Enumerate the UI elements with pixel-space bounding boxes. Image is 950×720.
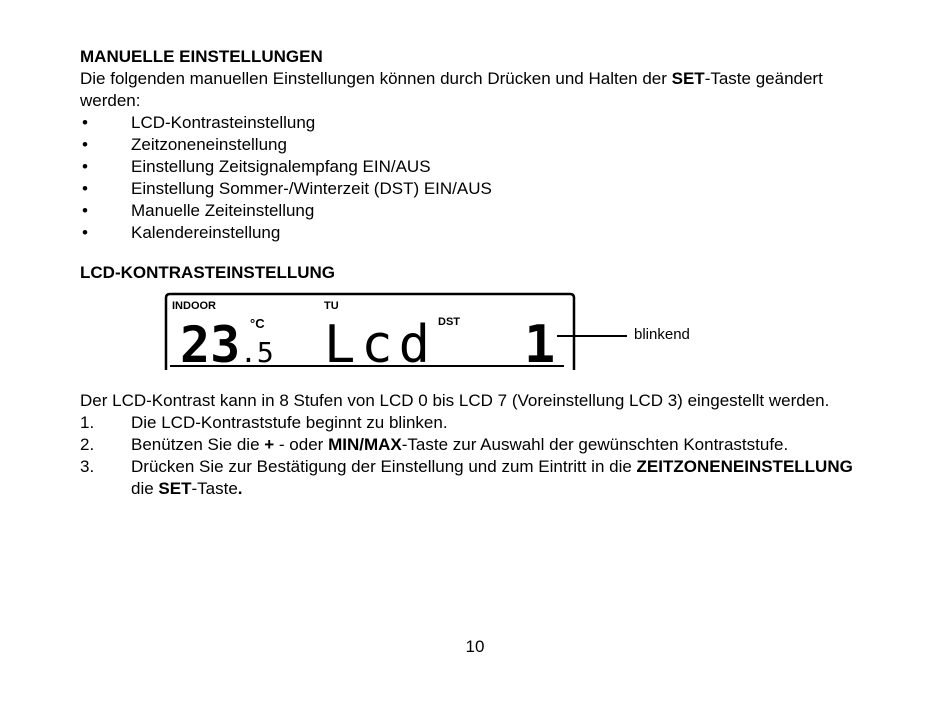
bullet-icon: • — [82, 157, 88, 176]
step-number: 1. — [80, 413, 95, 432]
step-text: - oder — [274, 435, 329, 454]
bullet-icon: • — [82, 135, 88, 154]
list-item — [80, 134, 880, 156]
list-item — [80, 178, 880, 200]
lcd-temperature-decimal: .5 — [240, 336, 274, 369]
list-item-text: Kalendereinstellung — [131, 223, 281, 242]
list-item-text: Einstellung Zeitsignalempfang EIN/AUS — [131, 157, 431, 176]
step-number: 2. — [80, 435, 95, 454]
bullet-icon: • — [82, 201, 88, 220]
set-key-label: SET — [671, 69, 705, 88]
step-number: 3. — [80, 457, 95, 476]
bullet-icon: • — [82, 113, 88, 132]
lcd-illustration — [80, 292, 880, 382]
section-heading-manual-settings: MANUELLE EINSTELLUNGEN — [80, 47, 323, 66]
lcd-celsius-icon: °C — [250, 316, 265, 331]
step-period: . — [237, 479, 243, 498]
list-item — [80, 156, 880, 178]
step-text: -Taste — [191, 479, 238, 498]
lcd-dst-label: DST — [438, 316, 460, 328]
list-item-text: Zeitzoneneinstellung — [131, 135, 287, 154]
set-key-label: SET — [158, 479, 192, 498]
minmax-key-label: MIN/MAX — [328, 435, 402, 454]
step-item — [80, 434, 880, 456]
lcd-display-figure — [164, 292, 576, 370]
list-item — [80, 112, 880, 134]
lcd-mode-text: Lcd — [324, 315, 436, 370]
list-item-text: Manuelle Zeiteinstellung — [131, 201, 315, 220]
lcd-tu-label: TU — [324, 300, 339, 312]
lcd-temperature-value: 23 — [180, 316, 241, 370]
step-text: Benützen Sie die — [131, 435, 265, 454]
timezone-setting-label: ZEITZONENEINSTELLUNG — [636, 457, 853, 476]
step-item — [80, 456, 880, 500]
settings-list — [80, 112, 880, 244]
intro-paragraph — [80, 68, 880, 112]
step-item — [80, 412, 880, 434]
list-item — [80, 200, 880, 222]
bullet-icon: • — [82, 179, 88, 198]
plus-key-label: + — [264, 435, 275, 454]
document-page — [80, 46, 880, 500]
callout-label-blinking: blinkend — [634, 326, 690, 343]
step-text: Drücken Sie zur Bestätigung der Einstellung und zum Eintritt in die — [131, 457, 637, 476]
callout-line — [557, 335, 627, 337]
step-text: Die LCD-Kontraststufe beginnt zu blinken. — [131, 413, 448, 432]
bullet-icon: • — [82, 223, 88, 242]
contrast-description: Der LCD-Kontrast kann in 8 Stufen von LCD 0 bis LCD 7 (Voreinstellung LCD 3) eingestellt werden. — [80, 391, 830, 410]
list-item-text: Einstellung Sommer-/Winterzeit (DST) EIN/AUS — [131, 179, 492, 198]
intro-text-end: -Taste geändert werden: — [80, 69, 823, 110]
page-number: 10 — [465, 637, 485, 656]
steps-list — [80, 412, 880, 500]
lcd-contrast-level: 1 — [524, 315, 556, 370]
list-item-text: LCD-Kontrasteinstellung — [131, 113, 316, 132]
lcd-indoor-label: INDOOR — [172, 300, 216, 312]
step-text: die — [131, 479, 159, 498]
intro-text: Die folgenden manuellen Einstellungen können durch Drücken und Halten der — [80, 69, 672, 88]
section-heading-lcd-contrast: LCD-KONTRASTEINSTELLUNG — [80, 263, 335, 282]
list-item — [80, 222, 880, 244]
step-text: -Taste zur Auswahl der gewünschten Kontraststufe. — [401, 435, 789, 454]
